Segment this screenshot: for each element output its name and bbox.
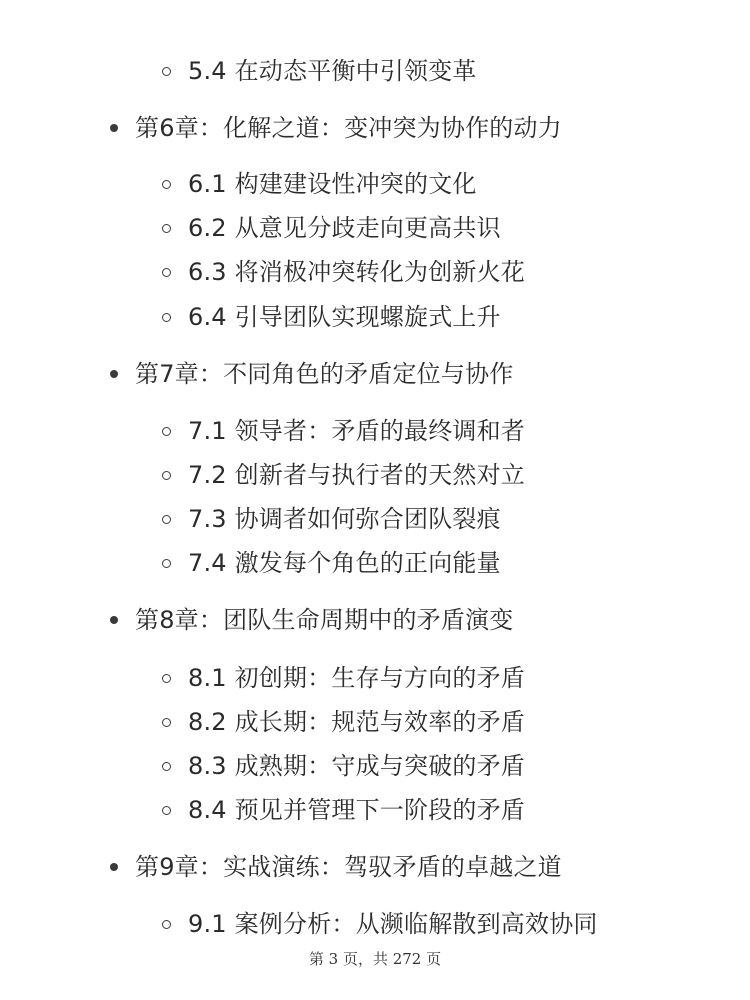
filled-bullet-icon	[110, 370, 118, 378]
toc-chapter-9[interactable]	[110, 845, 562, 889]
toc-section-label: 8.3 成熟期：守成与突破的矛盾	[188, 752, 525, 780]
toc-section-label: 7.2 创新者与执行者的天然对立	[188, 461, 525, 489]
toc-section-7-4[interactable]	[162, 541, 501, 585]
toc-chapter-8[interactable]	[110, 598, 513, 642]
toc-section-label: 9.1 案例分析：从濒临解散到高效协同	[188, 910, 598, 938]
hollow-bullet-icon	[162, 427, 171, 436]
toc-section-label: 6.4 引导团队实现螺旋式上升	[188, 303, 501, 331]
toc-section-label: 8.2 成长期：规范与效率的矛盾	[188, 708, 525, 736]
toc-section-6-1[interactable]	[162, 162, 477, 206]
toc-chapter-label: 第7章：不同角色的矛盾定位与协作	[135, 360, 514, 388]
hollow-bullet-icon	[162, 515, 171, 524]
toc-section-label: 5.4 在动态平衡中引领变革	[188, 57, 477, 85]
hollow-bullet-icon	[162, 559, 171, 568]
toc-section-7-2[interactable]	[162, 453, 525, 497]
toc-section-label: 7.3 协调者如何弥合团队裂痕	[188, 505, 501, 533]
page-number-footer: 第 3 页，共 272 页	[308, 950, 442, 968]
toc-section-label: 8.4 预见并管理下一阶段的矛盾	[188, 796, 525, 824]
toc-section-6-2[interactable]	[162, 206, 501, 250]
filled-bullet-icon	[110, 124, 118, 132]
toc-section-9-1[interactable]	[162, 902, 598, 946]
toc-section-6-4[interactable]	[162, 295, 501, 339]
toc-section-8-4[interactable]	[162, 788, 525, 832]
toc-chapter-label: 第9章：实战演练：驾驭矛盾的卓越之道	[135, 853, 562, 881]
hollow-bullet-icon	[162, 471, 171, 480]
toc-section-8-1[interactable]	[162, 656, 525, 700]
hollow-bullet-icon	[162, 67, 171, 76]
hollow-bullet-icon	[162, 268, 171, 277]
filled-bullet-icon	[110, 863, 118, 871]
toc-chapter-label: 第8章：团队生命周期中的矛盾演变	[135, 606, 514, 634]
hollow-bullet-icon	[162, 806, 171, 815]
hollow-bullet-icon	[162, 313, 171, 322]
toc-section-5-4[interactable]	[162, 49, 477, 93]
toc-section-label: 8.1 初创期：生存与方向的矛盾	[188, 664, 525, 692]
toc-section-label: 6.1 构建建设性冲突的文化	[188, 170, 477, 198]
hollow-bullet-icon	[162, 762, 171, 771]
hollow-bullet-icon	[162, 718, 171, 727]
toc-section-label: 7.4 激发每个角色的正向能量	[188, 549, 501, 577]
toc-section-label: 6.3 将消极冲突转化为创新火花	[188, 258, 525, 286]
toc-section-7-3[interactable]	[162, 497, 501, 541]
hollow-bullet-icon	[162, 920, 171, 929]
toc-section-8-3[interactable]	[162, 744, 525, 788]
filled-bullet-icon	[110, 616, 118, 624]
toc-chapter-label: 第6章：化解之道：变冲突为协作的动力	[135, 114, 562, 142]
toc-section-label: 7.1 领导者：矛盾的最终调和者	[188, 417, 525, 445]
toc-section-8-2[interactable]	[162, 700, 525, 744]
toc-chapter-6[interactable]	[110, 106, 562, 150]
hollow-bullet-icon	[162, 224, 171, 233]
toc-section-7-1[interactable]	[162, 409, 525, 453]
toc-section-6-3[interactable]	[162, 250, 525, 294]
toc-section-label: 6.2 从意见分歧走向更高共识	[188, 214, 501, 242]
hollow-bullet-icon	[162, 674, 171, 683]
toc-chapter-7[interactable]	[110, 352, 513, 396]
hollow-bullet-icon	[162, 180, 171, 189]
